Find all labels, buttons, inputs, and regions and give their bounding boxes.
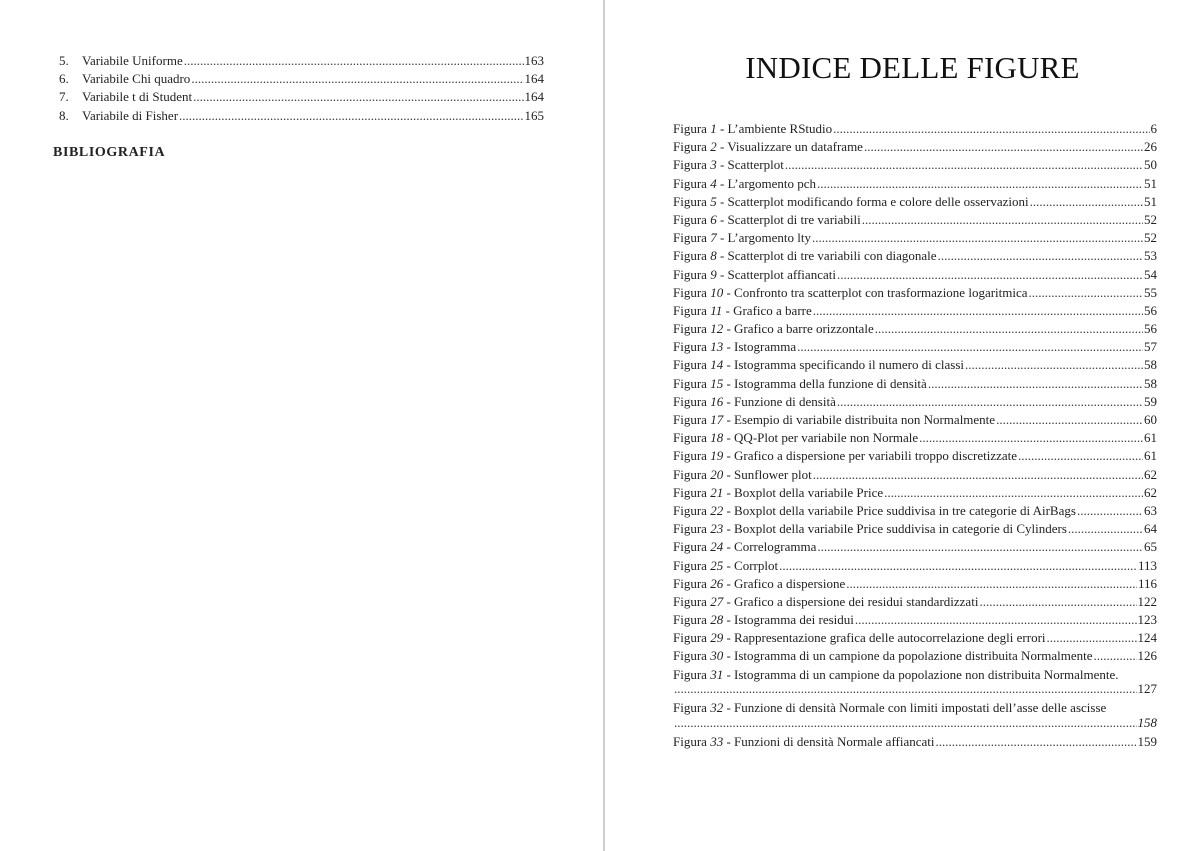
figure-separator: - [716,157,728,173]
figure-page: 127 [1137,681,1157,697]
dot-leader [979,593,1136,611]
figure-number: 17 [710,412,724,427]
figure-page: 52 [1144,230,1157,246]
figure-caption: Scatterplot di tre variabili con diagonale [727,248,937,264]
figure-word: Figura [673,139,707,155]
figure-number: 9 [710,266,717,282]
figure-separator: - [723,339,735,355]
figure-caption: Scatterplot di tre variabili [727,211,861,227]
figure-separator: - [723,284,735,300]
figure-word: Figura [673,666,707,682]
figure-number: 15 [710,375,724,391]
figure-page: 26 [1144,139,1157,155]
dot-leader [179,107,523,125]
figure-separator: - [723,430,735,446]
figure-page: 62 [1144,484,1157,500]
figure-word: Figura [673,733,707,749]
figure-caption: Confronto tra scatterplot con trasformazione logaritmica [734,284,1028,300]
figure-word: Figura [673,484,707,500]
figure-caption: Grafico a barre orizzontale [734,321,874,337]
dot-leader [855,611,1137,629]
toc-entry-page: 163 [524,53,544,68]
dot-leader [1047,629,1137,647]
figure-number: 26 [710,575,724,591]
figure-caption: Istogramma [734,339,797,355]
dot-leader [191,70,523,88]
dot-leader [813,302,1143,320]
figure-number: 31 [710,666,724,682]
dot-leader [837,266,1143,284]
figure-label [673,538,816,556]
figure-label [673,593,978,611]
figure-word: Figura [673,193,707,209]
dot-leader [846,575,1137,593]
figure-page: 50 [1144,157,1157,173]
figure-leader-line [673,682,1157,697]
figure-page: 56 [1144,321,1157,337]
figure-word: Figura [673,302,707,318]
figure-entry[interactable] [673,411,1157,429]
dot-leader [779,557,1137,575]
figure-page: 58 [1144,357,1157,373]
toc-entry-number: 6. [59,71,69,87]
dot-leader [837,393,1143,411]
figure-label [673,211,861,229]
figure-separator: - [723,593,735,609]
figure-page: 54 [1144,266,1157,282]
figure-index-list [673,120,1157,751]
toc-entry-page: 165 [524,107,544,123]
figure-separator: - [716,211,728,227]
figure-number: 16 [710,393,724,409]
toc-entry-number: 7. [59,89,69,105]
figure-word: Figura [673,284,707,300]
figure-page: 59 [1144,393,1157,409]
figure-page: 124 [1137,630,1157,646]
figure-word: Figura [673,321,707,337]
figure-caption: Esempio di variabile distribuita non Normalmente [734,412,996,427]
figure-entry[interactable] [673,666,1157,700]
figure-label [673,175,816,193]
figure-caption: Grafico a dispersione dei residui standardizzati [734,593,979,609]
figure-separator: - [723,466,735,482]
figure-label [673,520,1067,538]
figure-caption: QQ-Plot per variabile non Normale [734,430,919,446]
figure-separator: - [723,375,735,391]
figure-word: Figura [673,700,707,716]
figure-entry[interactable] [673,375,1157,393]
figure-label [673,320,874,338]
figure-caption: L’argomento lty [727,230,811,246]
figure-label [673,393,836,411]
figure-number: 2 [710,139,717,155]
figure-separator: - [716,139,728,155]
figure-label [673,484,883,502]
figure-number: 6 [710,211,717,227]
figure-entry[interactable] [673,429,1157,447]
figure-word: Figura [673,211,707,227]
figure-word: Figura [673,357,707,373]
dot-leader [817,538,1143,556]
dot-leader [193,88,523,106]
dot-leader [938,247,1143,265]
figure-label [673,156,784,174]
figure-label [673,647,1093,665]
figure-caption: Corrplot [734,557,779,573]
figure-caption: Visualizzare un dataframe [727,139,863,155]
toc-entry-label: Variabile Uniforme [82,53,183,68]
dot-leader [965,356,1143,374]
figure-word: Figura [673,557,707,573]
figure-caption: Scatterplot [727,157,784,173]
figure-word: Figura [673,230,707,246]
dot-leader [1018,447,1143,465]
dot-leader [1068,520,1143,538]
dot-leader [1077,502,1143,520]
figure-label [673,411,995,429]
figure-separator: - [716,121,728,136]
figure-entry[interactable] [673,120,1157,138]
figure-page: 61 [1144,448,1157,464]
toc-entry[interactable] [59,88,544,106]
figure-label [673,266,836,284]
figure-number: 20 [710,466,724,482]
figure-page: 58 [1144,375,1157,391]
figure-separator: - [723,357,735,373]
figure-caption: Funzione di densità [734,393,836,409]
figure-entry[interactable] [673,156,1157,174]
figure-page: 6 [1150,121,1157,136]
figure-caption: Funzioni di densità Normale affiancati [734,733,935,749]
figure-caption: L’argomento pch [727,175,817,191]
figure-label [673,138,863,156]
figure-number: 13 [710,339,724,355]
figure-caption: L’ambiente RStudio [727,121,833,136]
figure-entry[interactable] [673,356,1157,374]
bibliografia-heading: BIBLIOGRAFIA [53,145,166,160]
figure-caption: Istogramma specificando il numero di classi [734,357,965,373]
figure-separator: - [723,502,735,518]
figure-entry[interactable] [673,699,1157,733]
figure-label [673,575,845,593]
figure-word: Figura [673,339,707,355]
figure-number: 11 [710,302,723,318]
figure-entry[interactable] [673,647,1157,665]
figure-separator: - [723,648,735,664]
figure-entry[interactable] [673,338,1157,356]
dot-leader [864,138,1143,156]
appendix-toc-list [59,52,544,125]
dot-leader [1094,647,1137,665]
figure-number: 5 [710,193,717,209]
figure-number: 12 [710,321,724,337]
dot-leader [928,375,1143,393]
toc-entry-label: Variabile Chi quadro [82,71,191,87]
figure-page: 159 [1137,733,1157,749]
figure-separator: - [716,193,728,209]
dot-leader [862,211,1143,229]
figure-label [673,284,1028,302]
figure-page: 61 [1144,430,1157,446]
figure-entry[interactable] [673,575,1157,593]
figure-caption: Rappresentazione grafica delle autocorrelazione degli errori [734,630,1046,646]
figure-separator: - [723,612,735,628]
dot-leader [674,682,1137,697]
figure-separator: - [723,484,735,500]
figure-label [673,338,796,356]
figure-separator: - [716,266,728,282]
figure-separator: - [723,321,735,337]
figure-separator: - [716,175,728,191]
dot-leader [884,484,1143,502]
figure-entry[interactable] [673,211,1157,229]
figure-entry[interactable] [673,266,1157,284]
figure-entry[interactable] [673,593,1157,611]
figure-caption: Boxplot della variabile Price suddivisa in categorie di Cylinders [734,521,1067,537]
figure-word: Figura [673,393,707,409]
toc-entry-label: Variabile di Fisher [82,107,179,123]
toc-entry[interactable] [59,107,544,125]
figure-page: 113 [1137,557,1157,573]
figure-entry[interactable] [673,175,1157,193]
figure-entry[interactable] [673,538,1157,556]
figure-label [673,466,812,484]
figure-caption: Boxplot della variabile Price [734,484,884,500]
figure-word: Figura [673,648,707,664]
figure-number: 30 [710,648,724,664]
figure-page: 63 [1144,502,1157,518]
figure-word: Figura [673,121,707,136]
figure-caption: Funzione di densità Normale con limiti impostati dell’asse delle ascisse [734,700,1107,716]
figure-label [673,701,1157,716]
dot-leader [812,229,1143,247]
figure-word: Figura [673,539,707,555]
toc-entry-page: 164 [524,71,544,87]
figure-caption: Sunflower plot [734,466,812,482]
figure-entry[interactable] [673,629,1157,647]
figure-page: 55 [1144,284,1157,300]
figure-caption: Grafico a dispersione [734,575,846,591]
figure-entry[interactable] [673,138,1157,156]
figure-number: 10 [710,284,724,300]
figure-number: 19 [710,448,724,464]
figure-separator: - [723,666,735,682]
dot-leader [813,466,1143,484]
figure-page: 158 [1137,714,1157,730]
figure-caption: Grafico a dispersione per variabili troppo discretizzate [734,448,1018,464]
figure-number: 7 [710,230,717,246]
toc-entry[interactable] [59,70,544,88]
figure-number: 25 [710,557,724,573]
figure-label [673,557,778,575]
figure-number: 29 [710,630,724,646]
figure-separator: - [723,557,735,573]
figure-number: 28 [710,612,724,628]
figure-page: 60 [1144,412,1157,427]
figure-page: 122 [1137,593,1157,609]
toc-entry[interactable] [59,52,544,70]
figure-page: 126 [1137,648,1157,664]
figure-entry[interactable] [673,284,1157,302]
figure-label [673,356,964,374]
figure-separator: - [723,575,735,591]
figure-entry[interactable] [673,502,1157,520]
figure-entry[interactable] [673,393,1157,411]
figure-label [673,733,935,751]
figure-label [673,247,937,265]
figure-entry[interactable] [673,611,1157,629]
figure-page: 57 [1144,339,1157,355]
figure-number: 21 [710,484,724,500]
figure-label [673,611,854,629]
figure-word: Figura [673,448,707,464]
figure-page: 51 [1144,175,1157,191]
figure-label [673,302,812,320]
figure-entry[interactable] [673,447,1157,465]
toc-entry-label: Variabile t di Student [82,89,193,105]
figure-number: 27 [710,593,724,609]
figure-caption: Istogramma dei residui [734,612,854,628]
figure-entry[interactable] [673,302,1157,320]
figure-number: 14 [710,357,724,373]
figure-word: Figura [673,175,707,191]
figure-caption: Istogramma di un campione da popolazione distribuita Normalmente [734,648,1093,664]
figure-label [673,447,1017,465]
dot-leader [785,156,1143,174]
figure-separator: - [716,248,728,264]
figure-page: 123 [1137,612,1157,628]
figure-page: 51 [1144,193,1157,209]
figure-separator: - [723,700,735,716]
figure-page: 116 [1137,575,1157,591]
figure-number: 22 [710,502,724,518]
figure-separator: - [723,539,735,555]
figure-separator: - [716,230,728,246]
figure-word: Figura [673,248,707,264]
figure-word: Figura [673,412,707,427]
figure-separator: - [723,733,735,749]
figure-label [673,502,1076,520]
figure-word: Figura [673,430,707,446]
dot-leader [936,733,1137,751]
figure-label [673,229,811,247]
figure-separator: - [723,448,735,464]
figure-caption: Correlogramma [734,539,817,555]
figure-separator: - [723,412,735,427]
toc-entry-page: 164 [524,89,544,105]
dot-leader [833,120,1149,138]
figure-page: 52 [1144,211,1157,227]
dot-leader [184,52,524,70]
figure-word: Figura [673,375,707,391]
figure-word: Figura [673,612,707,628]
toc-entry-number: 8. [59,107,69,123]
figure-word: Figura [673,593,707,609]
dot-leader [919,429,1143,447]
figure-caption: Grafico a barre [733,302,812,318]
figure-word: Figura [673,630,707,646]
figure-label [673,429,918,447]
dot-leader [817,175,1143,193]
figure-entry[interactable] [673,193,1157,211]
figure-number: 1 [710,121,717,136]
figure-word: Figura [673,575,707,591]
dot-leader [797,338,1143,356]
figure-word: Figura [673,157,707,173]
figure-entry[interactable] [673,320,1157,338]
figure-word: Figura [673,266,707,282]
figure-caption: Scatterplot affiancati [727,266,836,282]
figure-number: 32 [710,700,724,716]
figure-caption: Boxplot della variabile Price suddivisa in tre categorie di AirBags [734,502,1076,518]
figure-word: Figura [673,502,707,518]
dot-leader [996,411,1143,429]
figure-separator: - [722,302,734,318]
figure-label [673,629,1046,647]
figure-page: 65 [1144,539,1157,555]
figure-number: 18 [710,430,724,446]
figure-separator: - [723,521,735,537]
figure-caption: Istogramma di un campione da popolazione non distribuita Normalmente. [734,666,1119,682]
page-title: INDICE DELLE FIGURE [745,50,1080,85]
figure-number: 24 [710,539,724,555]
figure-label [673,193,1029,211]
figure-caption: Istogramma della funzione di densità [734,375,927,391]
figure-label [673,668,1157,683]
figure-entry[interactable] [673,733,1157,751]
dot-leader [875,320,1143,338]
dot-leader [1029,284,1143,302]
figure-entry[interactable] [673,520,1157,538]
right-page [605,0,1186,851]
figure-page: 62 [1144,466,1157,482]
figure-number: 23 [710,521,724,537]
figure-entry[interactable] [673,557,1157,575]
figure-entry[interactable] [673,466,1157,484]
figure-number: 4 [710,175,717,191]
figure-page: 64 [1144,521,1157,537]
figure-entry[interactable] [673,247,1157,265]
figure-page: 53 [1144,248,1157,264]
figure-separator: - [723,393,735,409]
figure-page: 56 [1144,302,1157,318]
figure-number: 8 [710,248,717,264]
figure-leader-line [673,716,1157,731]
figure-word: Figura [673,466,707,482]
figure-word: Figura [673,521,707,537]
figure-number: 33 [710,733,724,749]
toc-entry-number: 5. [59,53,69,68]
figure-separator: - [723,630,735,646]
figure-label [673,375,927,393]
figure-number: 3 [710,157,717,173]
dot-leader [674,716,1137,731]
figure-caption: Scatterplot modificando forma e colore delle osservazioni [727,193,1029,209]
figure-label [673,120,832,138]
figure-entry[interactable] [673,484,1157,502]
figure-entry[interactable] [673,229,1157,247]
dot-leader [1030,193,1143,211]
